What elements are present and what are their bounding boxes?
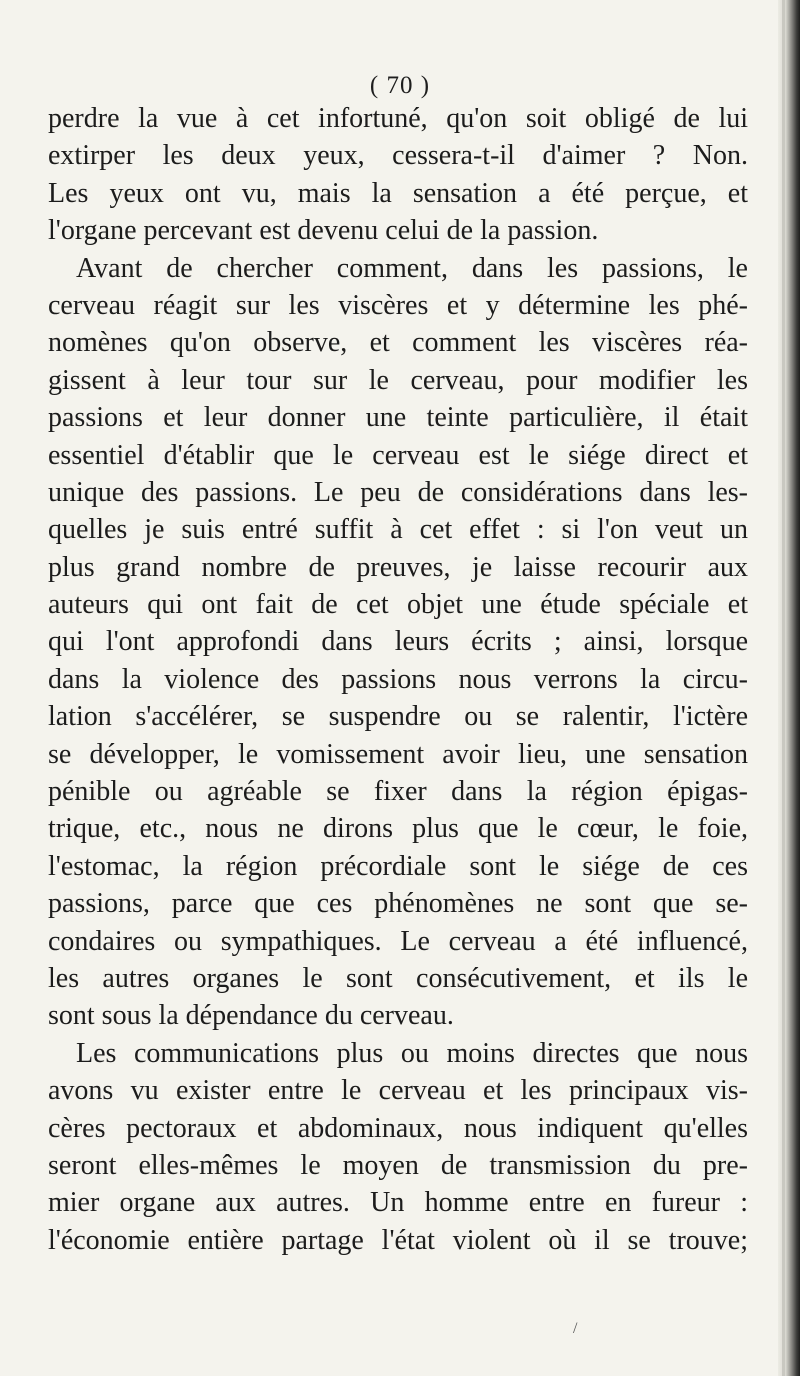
text-line: quelles je suis entré suffit à cet effet : si l'on veut un [48,514,748,546]
text-line: cerveau réagit sur les viscères et y détermine les phé- [48,289,748,321]
text-line: gissent à leur tour sur le cerveau, pour modifier les [48,364,748,396]
text-line: unique des passions. Le peu de considérations dans les- [48,476,748,508]
text-line: nomènes qu'on observe, et comment les viscères réa- [48,327,748,359]
text-line: l'organe percevant est devenu celui de la passion. [48,215,599,247]
text-line: se développer, le vomissement avoir lieu, une sensation [48,738,748,770]
text-line: cères pectoraux et abdominaux, nous indiquent qu'elles [48,1112,748,1144]
text-line: condaires ou sympathiques. Le cerveau a été influencé, [48,925,748,957]
text-line: Les yeux ont vu, mais la sensation a été perçue, et [48,177,748,209]
ink-speck: / [573,1320,578,1337]
text-line: essentiel d'établir que le cerveau est le siége direct et [48,439,748,471]
text-line: sont sous la dépendance du cerveau. [48,1000,454,1032]
text-line: extirper les deux yeux, cessera-t-il d'aimer ? Non. [48,140,748,172]
text-line: qui l'ont approfondi dans leurs écrits ; ainsi, lorsque [48,626,748,658]
page-edge-shadow [778,0,800,1376]
body-text [48,100,748,1259]
text-line: passions et leur donner une teinte particulière, il était [48,402,748,434]
text-line: Les communications plus ou moins directes que nous [76,1037,748,1069]
text-line: l'estomac, la région précordiale sont le siége de ces [48,850,748,882]
text-line: mier organe aux autres. Un homme entre en fureur : [48,1187,748,1219]
text-line: l'économie entière partage l'état violent où il se trouve; [48,1224,748,1256]
text-line: avons vu exister entre le cerveau et les principaux vis- [48,1075,748,1107]
text-line: passions, parce que ces phénomènes ne sont que se- [48,888,748,920]
text-line: pénible ou agréable se fixer dans la région épigas- [48,776,748,808]
text-line: plus grand nombre de preuves, je laisse recourir aux [48,551,748,583]
text-line: lation s'accélérer, se suspendre ou se ralentir, l'ictère [48,701,748,733]
text-line: perdre la vue à cet infortuné, qu'on soit obligé de lui [48,103,748,134]
text-line: auteurs qui ont fait de cet objet une étude spéciale et [48,589,748,621]
text-line: Avant de chercher comment, dans les passions, le [76,252,748,284]
text-line: seront elles-mêmes le moyen de transmission du pre- [48,1149,748,1181]
text-line: trique, etc., nous ne dirons plus que le cœur, le foie, [48,813,748,845]
text-line: les autres organes le sont consécutivement, et ils le [48,962,748,994]
page-number: ( 70 ) [369,72,431,99]
text-line: dans la violence des passions nous verrons la circu- [48,663,748,695]
